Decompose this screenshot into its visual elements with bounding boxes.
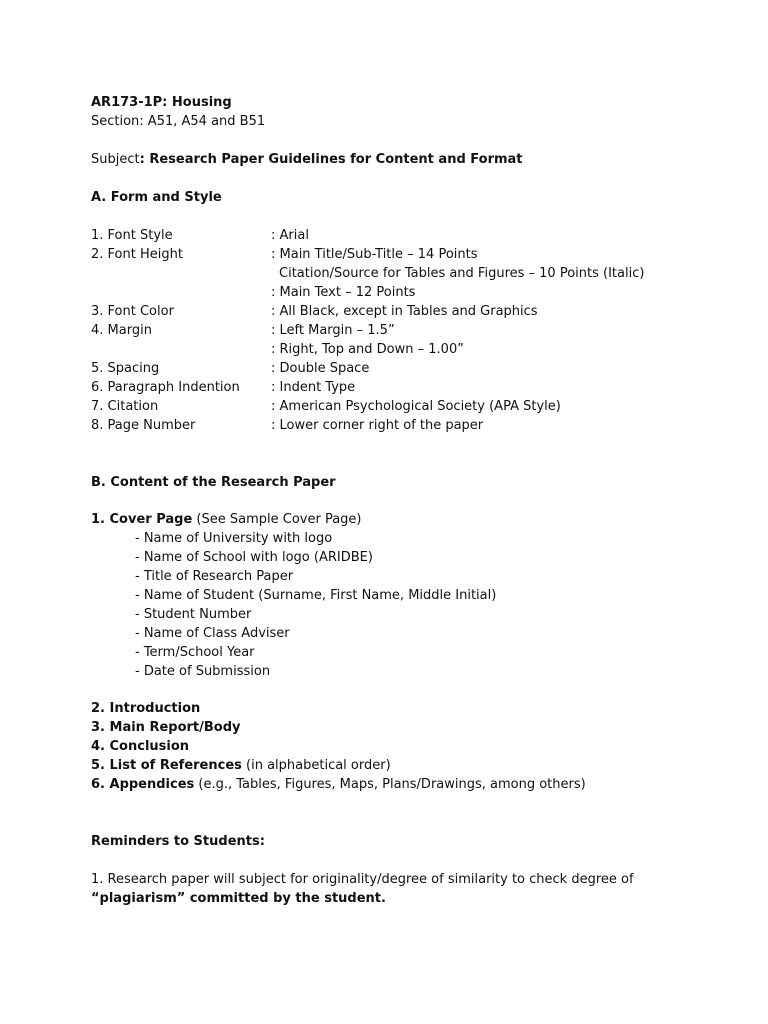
content-section [91, 718, 241, 737]
cover-item: - Date of Submission [135, 664, 271, 679]
subject-line [91, 150, 523, 169]
subject-label: Subject [91, 152, 140, 167]
form-item-value: : All Black, except in Tables and Graphics [271, 304, 538, 319]
cover-item: - Name of Student (Surname, First Name, Middle Initial) [135, 588, 497, 603]
form-item-label: 8. Page Number [91, 418, 196, 433]
cover-page-note: (See Sample Cover Page) [192, 512, 362, 527]
cover-item: - Student Number [135, 607, 252, 622]
form-item-value: Citation/Source for Tables and Figures – 10 Points (Italic) [279, 266, 645, 281]
content-section [91, 737, 189, 756]
form-item-value: : American Psychological Society (APA Style) [271, 399, 561, 414]
form-item-value: : Main Title/Sub-Title – 14 Points [271, 247, 478, 262]
content-section [91, 775, 586, 794]
section-label: 4. Conclusion [91, 739, 190, 754]
form-item-label: 5. Spacing [91, 361, 160, 376]
reminder-item-line: “plagiarism” committed by the student. [91, 891, 386, 906]
section-line: Section: A51, A54 and B51 [91, 114, 266, 129]
cover-item: - Name of Class Adviser [135, 626, 290, 641]
cover-item: - Title of Research Paper [135, 569, 294, 584]
form-item-value: : Indent Type [271, 380, 356, 395]
form-item-label: 4. Margin [91, 323, 152, 338]
cover-item: - Name of University with logo [135, 531, 333, 546]
course-title: AR173-1P: Housing [91, 95, 232, 110]
section-label: 2. Introduction [91, 701, 201, 716]
section-label: 6. Appendices [91, 777, 195, 792]
reminders-heading: Reminders to Students: [91, 834, 265, 849]
subject-value: : Research Paper Guidelines for Content and Format [139, 152, 523, 167]
cover-item: - Name of School with logo (ARIDBE) [135, 550, 373, 565]
section-note: (in alphabetical order) [241, 758, 391, 773]
content-section [91, 699, 200, 718]
form-item-value: : Left Margin – 1.5” [271, 323, 395, 338]
section-note: (e.g., Tables, Figures, Maps, Plans/Drawings, among others) [194, 777, 586, 792]
form-item-label: 3. Font Color [91, 304, 174, 319]
form-item-value: : Main Text – 12 Points [271, 285, 416, 300]
cover-item: - Term/School Year [135, 645, 255, 660]
form-item-label: 6. Paragraph Indention [91, 380, 240, 395]
content-section [91, 756, 391, 775]
form-item-label: 7. Citation [91, 399, 159, 414]
cover-page-label: 1. Cover Page [91, 512, 193, 527]
form-item-label: 1. Font Style [91, 228, 173, 243]
form-item-value: : Lower corner right of the paper [271, 418, 484, 433]
section-label: 3. Main Report/Body [91, 720, 241, 735]
reminder-item-line: 1. Research paper will subject for originality/degree of similarity to check degree of [91, 872, 634, 887]
form-item-value: : Right, Top and Down – 1.00” [271, 342, 464, 357]
form-item-value: : Arial [271, 228, 309, 243]
section-label: 5. List of References [91, 758, 242, 773]
form-style-heading: A. Form and Style [91, 190, 222, 205]
form-item-label: 2. Font Height [91, 247, 183, 262]
form-item-value: : Double Space [271, 361, 370, 376]
content-heading: B. Content of the Research Paper [91, 475, 336, 490]
cover-page-line [91, 510, 362, 529]
